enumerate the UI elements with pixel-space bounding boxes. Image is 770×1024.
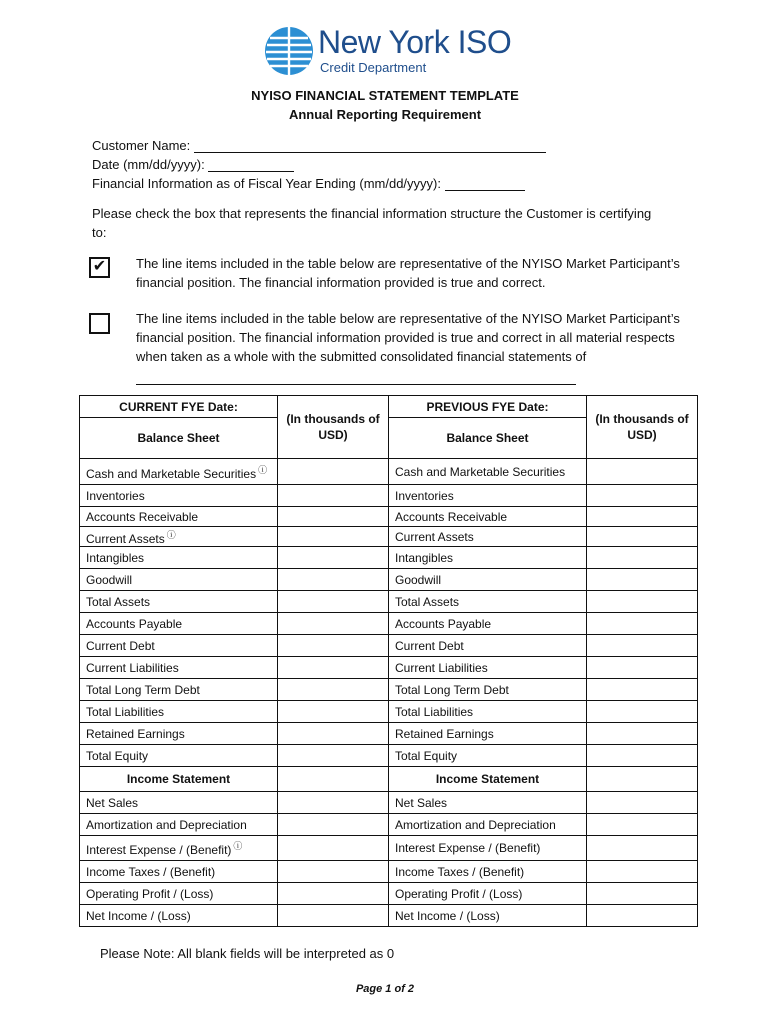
balance-sheet-row bbox=[80, 723, 698, 745]
balance-sheet-row bbox=[80, 547, 698, 569]
previous-income-statement-label bbox=[389, 861, 587, 883]
current-income-statement-label bbox=[80, 905, 278, 927]
balance-sheet-row bbox=[80, 679, 698, 701]
line-item-label: Current Liabilities bbox=[395, 660, 488, 675]
previous-value-input[interactable] bbox=[587, 814, 698, 836]
previous-balance-sheet-label bbox=[389, 635, 587, 657]
balance-sheet-row bbox=[80, 635, 698, 657]
line-item-label: Accounts Payable bbox=[86, 616, 183, 631]
line-item-label: Total Long Term Debt bbox=[395, 682, 509, 697]
previous-value-input[interactable] bbox=[587, 792, 698, 814]
customer-name-label: Customer Name: bbox=[92, 138, 191, 153]
balance-sheet-row bbox=[80, 459, 698, 485]
line-item-label: Operating Profit / (Loss) bbox=[395, 886, 523, 901]
page-number: Page 1 of 2 bbox=[355, 983, 415, 995]
current-value-input[interactable] bbox=[278, 836, 389, 861]
income-statement-row bbox=[80, 814, 698, 836]
income-statement-row bbox=[80, 836, 698, 861]
line-item-label: Accounts Receivable bbox=[86, 509, 199, 524]
line-item-label: Current Liabilities bbox=[86, 660, 179, 675]
line-item-label: Net Sales bbox=[86, 795, 139, 810]
previous-value-input[interactable] bbox=[587, 745, 698, 767]
current-balance-sheet-label bbox=[80, 701, 278, 723]
current-value-input[interactable] bbox=[278, 701, 389, 723]
current-value-input[interactable] bbox=[278, 905, 389, 927]
option-2-text bbox=[136, 309, 681, 385]
info-icon[interactable]: ⓘ bbox=[233, 841, 243, 851]
current-balance-sheet-label bbox=[80, 723, 278, 745]
line-item-label: Current Assets bbox=[395, 529, 474, 544]
option-2-checkbox[interactable] bbox=[89, 313, 110, 334]
previous-value-input[interactable] bbox=[587, 613, 698, 635]
current-income-statement-label bbox=[80, 883, 278, 905]
previous-balance-sheet-label bbox=[389, 459, 587, 485]
previous-units-header: (In thousands of USD) bbox=[587, 396, 698, 459]
line-item-label: Total Assets bbox=[86, 594, 151, 609]
previous-balance-sheet-label bbox=[389, 723, 587, 745]
current-value-input[interactable] bbox=[278, 861, 389, 883]
previous-fye-text: PREVIOUS FYE Date: bbox=[426, 399, 549, 414]
previous-balance-sheet-label bbox=[389, 679, 587, 701]
previous-balance-sheet-label bbox=[389, 745, 587, 767]
previous-balance-sheet-label bbox=[389, 507, 587, 527]
balance-sheet-row bbox=[80, 613, 698, 635]
customer-name-row bbox=[92, 138, 546, 153]
income-statement-row bbox=[80, 883, 698, 905]
previous-income-units-cell bbox=[587, 767, 698, 792]
document-title: NYISO FINANCIAL STATEMENT TEMPLATE bbox=[251, 88, 519, 103]
consolidated-statements-input[interactable] bbox=[136, 370, 576, 385]
current-balance-sheet-label bbox=[80, 527, 278, 547]
current-balance-sheet-label bbox=[80, 657, 278, 679]
nyiso-logo bbox=[264, 26, 514, 84]
line-item-label: Total Liabilities bbox=[86, 704, 165, 719]
previous-balance-sheet-label bbox=[389, 569, 587, 591]
previous-value-input[interactable] bbox=[587, 883, 698, 905]
current-balance-sheet-label bbox=[80, 635, 278, 657]
previous-value-input[interactable] bbox=[587, 836, 698, 861]
financial-table bbox=[79, 395, 698, 927]
previous-value-input[interactable] bbox=[587, 701, 698, 723]
previous-value-input[interactable] bbox=[587, 635, 698, 657]
current-value-input[interactable] bbox=[278, 507, 389, 527]
line-item-label: Amortization and Depreciation bbox=[86, 817, 247, 832]
current-value-input[interactable] bbox=[278, 591, 389, 613]
current-value-input[interactable] bbox=[278, 527, 389, 547]
previous-value-input[interactable] bbox=[587, 861, 698, 883]
current-value-input[interactable] bbox=[278, 657, 389, 679]
current-value-input[interactable] bbox=[278, 745, 389, 767]
current-income-statement-label bbox=[80, 792, 278, 814]
line-item-label: Net Income / (Loss) bbox=[395, 908, 500, 923]
fiscal-year-row bbox=[92, 176, 525, 191]
line-item-label: Retained Earnings bbox=[86, 726, 185, 741]
current-balance-sheet-label bbox=[80, 459, 278, 485]
line-item-label: Intangibles bbox=[395, 550, 454, 565]
previous-balance-sheet-label bbox=[389, 613, 587, 635]
current-value-input[interactable] bbox=[278, 883, 389, 905]
option-2-label: The line items included in the table below are representative of the NYISO Market Participant’s financial position. The financial information provided is true and correct in all material respects when taken as a whole with the submitted consolidated financial statements of bbox=[136, 311, 680, 364]
previous-value-input[interactable] bbox=[587, 905, 698, 927]
current-balance-sheet-header: Balance Sheet bbox=[80, 418, 278, 459]
line-item-label: Goodwill bbox=[86, 572, 133, 587]
fiscal-year-input[interactable] bbox=[445, 176, 525, 191]
current-balance-sheet-label bbox=[80, 569, 278, 591]
line-item-label: Current Debt bbox=[86, 638, 155, 653]
balance-sheet-row bbox=[80, 485, 698, 507]
line-item-label: Net Sales bbox=[395, 795, 448, 810]
line-item-label: Accounts Receivable bbox=[395, 509, 508, 524]
income-statement-row bbox=[80, 861, 698, 883]
previous-balance-sheet-label bbox=[389, 701, 587, 723]
balance-sheet-row bbox=[80, 591, 698, 613]
current-balance-sheet-label bbox=[80, 613, 278, 635]
line-item-label: Net Income / (Loss) bbox=[86, 908, 191, 923]
current-income-units-cell bbox=[278, 767, 389, 792]
previous-fye-label bbox=[389, 396, 587, 418]
date-row bbox=[92, 157, 294, 172]
previous-income-statement-label bbox=[389, 814, 587, 836]
info-icon[interactable]: ⓘ bbox=[166, 529, 176, 540]
previous-value-input[interactable] bbox=[587, 657, 698, 679]
current-balance-sheet-label bbox=[80, 591, 278, 613]
current-income-statement-label bbox=[80, 836, 278, 861]
previous-balance-sheet-label bbox=[389, 527, 587, 547]
line-item-label: Cash and Marketable Securities bbox=[395, 464, 566, 479]
line-item-label: Current Assets bbox=[86, 531, 165, 546]
line-item-label: Accounts Payable bbox=[395, 616, 492, 631]
line-item-label: Total Assets bbox=[395, 594, 460, 609]
current-value-input[interactable] bbox=[278, 679, 389, 701]
previous-value-input[interactable] bbox=[587, 723, 698, 745]
current-value-input[interactable] bbox=[278, 459, 389, 485]
line-item-label: Goodwill bbox=[395, 572, 442, 587]
current-fye-label bbox=[80, 396, 278, 418]
current-value-input[interactable] bbox=[278, 613, 389, 635]
previous-value-input[interactable] bbox=[587, 569, 698, 591]
current-income-statement-label bbox=[80, 814, 278, 836]
previous-income-statement-label bbox=[389, 792, 587, 814]
option-1-text: The line items included in the table below are representative of the NYISO Market Participant’s financial position. The financial information provided is true and correct. bbox=[136, 256, 680, 290]
previous-income-statement-label bbox=[389, 883, 587, 905]
current-balance-sheet-label bbox=[80, 485, 278, 507]
previous-balance-sheet-label bbox=[389, 547, 587, 569]
blank-fields-note: Please Note: All blank fields will be interpreted as 0 bbox=[100, 946, 395, 961]
current-value-input[interactable] bbox=[278, 547, 389, 569]
balance-sheet-row bbox=[80, 657, 698, 679]
current-income-statement-label bbox=[80, 861, 278, 883]
balance-sheet-row bbox=[80, 569, 698, 591]
current-balance-sheet-label bbox=[80, 745, 278, 767]
current-value-input[interactable] bbox=[278, 569, 389, 591]
line-item-label: Current Debt bbox=[395, 638, 464, 653]
fiscal-year-label: Financial Information as of Fiscal Year Ending (mm/dd/yyyy): bbox=[92, 176, 441, 191]
line-item-label: Inventories bbox=[395, 488, 454, 503]
current-balance-sheet-label bbox=[80, 679, 278, 701]
previous-value-input[interactable] bbox=[587, 591, 698, 613]
line-item-label: Retained Earnings bbox=[395, 726, 494, 741]
line-item-label: Total Liabilities bbox=[395, 704, 474, 719]
line-item-label: Income Taxes / (Benefit) bbox=[395, 864, 525, 879]
current-value-input[interactable] bbox=[278, 814, 389, 836]
line-item-label: Income Taxes / (Benefit) bbox=[86, 864, 216, 879]
line-item-label: Amortization and Depreciation bbox=[395, 817, 556, 832]
current-balance-sheet-label bbox=[80, 547, 278, 569]
line-item-label: Total Equity bbox=[86, 748, 149, 763]
line-item-label: Total Long Term Debt bbox=[86, 682, 200, 697]
current-value-input[interactable] bbox=[278, 485, 389, 507]
line-item-label: Inventories bbox=[86, 488, 145, 503]
previous-balance-sheet-header: Balance Sheet bbox=[389, 418, 587, 459]
current-units-header: (In thousands of USD) bbox=[278, 396, 389, 459]
balance-sheet-row bbox=[80, 701, 698, 723]
current-value-input[interactable] bbox=[278, 792, 389, 814]
line-item-label: Cash and Marketable Securities bbox=[86, 466, 257, 481]
income-statement-row bbox=[80, 792, 698, 814]
logo-name: New York ISO bbox=[318, 24, 512, 60]
fye-header-row bbox=[80, 396, 698, 418]
instruction-text: Please check the box that represents the financial information structure the Customer is certifying to: bbox=[92, 206, 652, 240]
current-value-input[interactable] bbox=[278, 635, 389, 657]
previous-balance-sheet-label bbox=[389, 657, 587, 679]
date-label: Date (mm/dd/yyyy): bbox=[92, 157, 205, 172]
previous-income-statement-label bbox=[389, 836, 587, 861]
balance-sheet-row bbox=[80, 507, 698, 527]
line-item-label: Interest Expense / (Benefit) bbox=[395, 841, 541, 855]
nyiso-globe-icon bbox=[264, 26, 314, 76]
current-fye-text: CURRENT FYE Date: bbox=[119, 399, 238, 414]
balance-sheet-row bbox=[80, 527, 698, 547]
current-value-input[interactable] bbox=[278, 723, 389, 745]
previous-income-statement-header: Income Statement bbox=[389, 767, 587, 792]
previous-value-input[interactable] bbox=[587, 679, 698, 701]
line-item-label: Total Equity bbox=[395, 748, 458, 763]
previous-value-input[interactable] bbox=[587, 507, 698, 527]
line-item-label: Intangibles bbox=[86, 550, 145, 565]
balance-sheet-row bbox=[80, 745, 698, 767]
date-input[interactable] bbox=[208, 157, 294, 172]
previous-value-input[interactable] bbox=[587, 547, 698, 569]
option-1-checkbox[interactable]: ✔ bbox=[89, 257, 110, 278]
previous-balance-sheet-label bbox=[389, 485, 587, 507]
line-item-label: Operating Profit / (Loss) bbox=[86, 886, 214, 901]
line-item-label: Interest Expense / (Benefit) bbox=[86, 843, 232, 857]
current-income-statement-header: Income Statement bbox=[80, 767, 278, 792]
income-statement-row bbox=[80, 905, 698, 927]
logo-subtitle: Credit Department bbox=[320, 60, 427, 75]
income-statement-header-row bbox=[80, 767, 698, 792]
previous-value-input[interactable] bbox=[587, 527, 698, 547]
previous-value-input[interactable] bbox=[587, 485, 698, 507]
previous-balance-sheet-label bbox=[389, 591, 587, 613]
previous-income-statement-label bbox=[389, 905, 587, 927]
document-subtitle: Annual Reporting Requirement bbox=[288, 107, 482, 122]
current-balance-sheet-label bbox=[80, 507, 278, 527]
customer-name-input[interactable] bbox=[194, 138, 546, 153]
previous-value-input[interactable] bbox=[587, 459, 698, 485]
info-icon[interactable]: ⓘ bbox=[258, 464, 268, 475]
